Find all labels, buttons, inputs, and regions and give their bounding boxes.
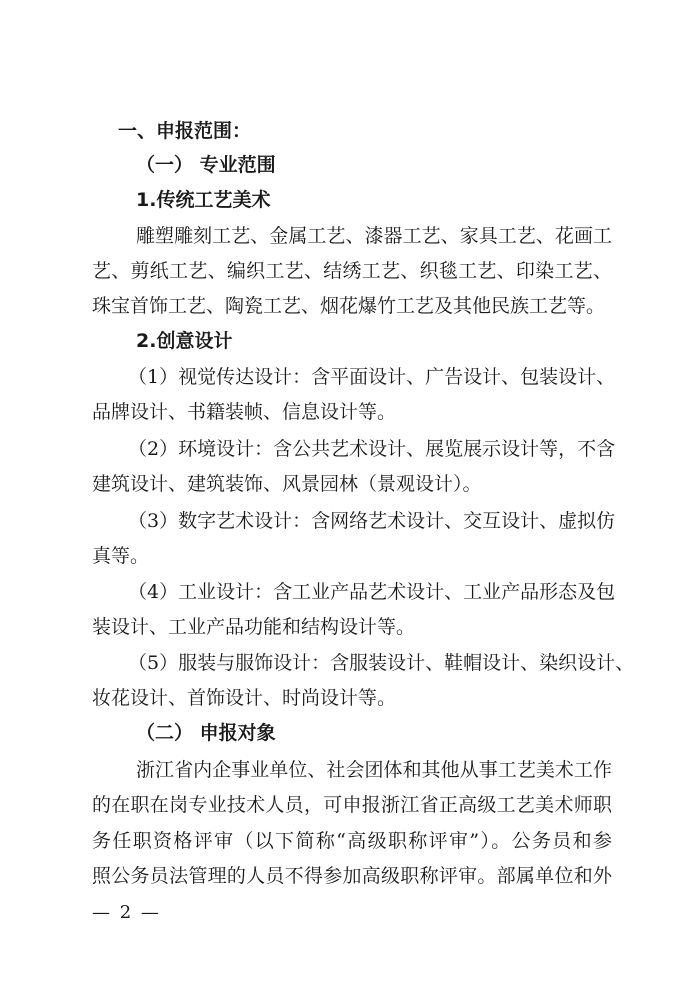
subsection-title-scope: （一） 专业范围	[136, 154, 276, 176]
paragraph-line: 的在职在岗专业技术人员，可申报浙江省正高级工艺美术师职	[92, 794, 612, 816]
paragraph-line: （1）视觉传达设计：含平面设计、广告设计、包装设计、	[128, 366, 616, 388]
paragraph-line: 雕塑雕刻工艺、金属工艺、漆器工艺、家具工艺、花画工	[136, 225, 612, 247]
paragraph-line: 照公务员法管理的人员不得参加高级职称评审。部属单位和外	[92, 865, 612, 887]
paragraph-line: （3）数字艺术设计：含网络艺术设计、交互设计、虚拟仿	[128, 510, 616, 532]
section-title: 一、申报范围：	[118, 120, 252, 142]
paragraph-line: 务任职资格评审（以下简称“高级职称评审”）。公务员和参	[92, 830, 612, 852]
paragraph-line: 真等。	[92, 545, 150, 567]
paragraph-line: 品牌设计、书籍装帧、信息设计等。	[92, 401, 397, 423]
paragraph-line: 建筑设计、建筑装饰、风景园林（景观设计）。	[92, 473, 482, 495]
paragraph-line: （5）服装与服饰设计：含服装设计、鞋帽设计、染织设计、	[128, 652, 635, 674]
item-title-creative-design: 2.创意设计	[136, 330, 233, 352]
item-title-traditional-craft: 1.传统工艺美术	[136, 189, 271, 211]
paragraph-line: 妆花设计、首饰设计、时尚设计等。	[92, 687, 397, 709]
paragraph-line: 装设计、工业产品功能和结构设计等。	[92, 616, 416, 638]
paragraph-line: （4）工业设计：含工业产品艺术设计、工业产品形态及包	[128, 581, 616, 603]
paragraph-line: 珠宝首饰工艺、陶瓷工艺、烟花爆竹工艺及其他民族工艺等。	[92, 295, 606, 317]
paragraph-line: 浙江省内企事业单位、社会团体和其他从事工艺美术工作	[136, 759, 612, 781]
page-number: — 2 —	[92, 902, 161, 923]
subsection-title-applicants: （二） 申报对象	[136, 722, 276, 744]
paragraph-line: （2）环境设计：含公共艺术设计、展览展示设计等，不含	[128, 438, 616, 460]
paragraph-line: 艺、剪纸工艺、编织工艺、结绣工艺、织毯工艺、印染工艺、	[92, 260, 612, 282]
